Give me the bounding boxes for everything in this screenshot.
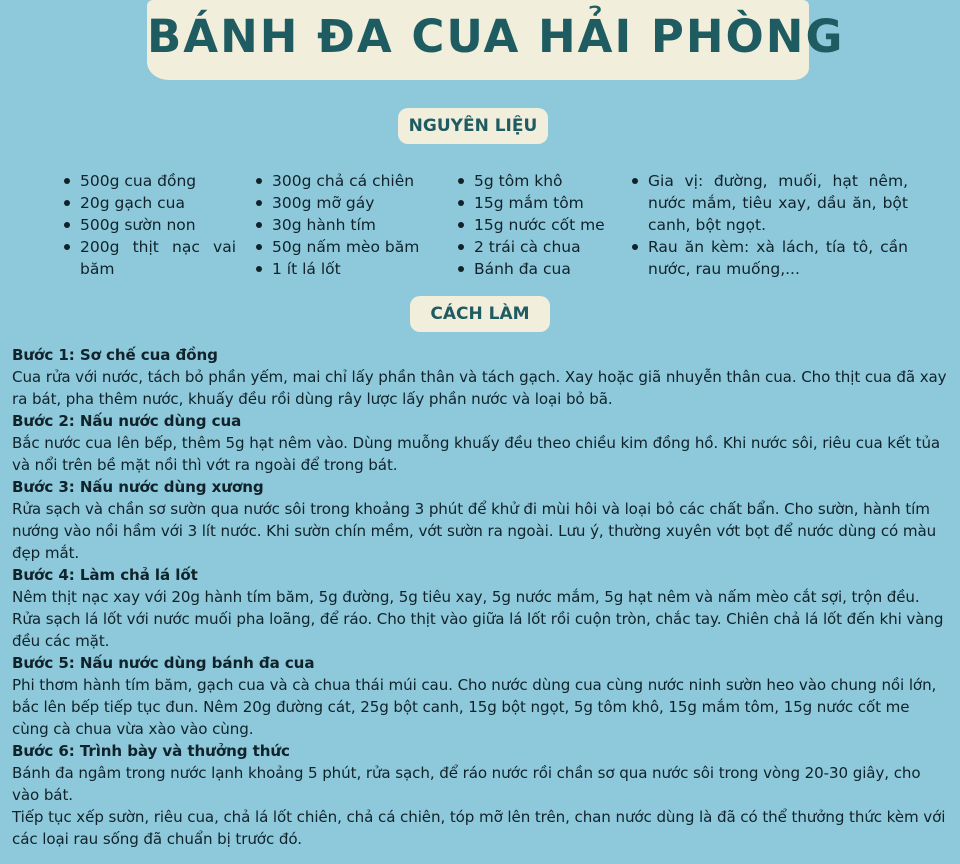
step-text: Bánh đa ngâm trong nước lạnh khoảng 5 phút, rửa sạch, để ráo nước rồi chần sơ qua nước sôi trong vòng 20-30 giây, cho vào bát. — [12, 764, 921, 804]
page-title: BÁNH ĐA CUA HẢI PHÒNG — [147, 10, 845, 63]
ingredients-column-4 — [630, 170, 908, 280]
ingredient-item: 5g tôm khô — [456, 170, 616, 192]
step-title: Bước 3: Nấu nước dùng xương — [12, 478, 264, 496]
step-title: Bước 5: Nấu nước dùng bánh đa cua — [12, 654, 315, 672]
ingredient-item: 15g mắm tôm — [456, 192, 616, 214]
ingredients-column-2 — [254, 170, 434, 280]
title-banner — [147, 0, 845, 80]
ingredient-item: 500g cua đồng — [62, 170, 236, 192]
ingredient-item: 20g gạch cua — [62, 192, 236, 214]
ingredient-item: Rau ăn kèm: xà lách, tía tô, cần nước, rau muống,... — [630, 236, 908, 280]
step-text: Cua rửa với nước, tách bỏ phần yếm, mai chỉ lấy phần thân và tách gạch. Xay hoặc giã nhuyễn thân cua. Cho thịt cua đã xay ra bát, pha thêm nước, khuấy đều rồi dùng rây lược lấy phần nước và loại bỏ bã. — [12, 368, 947, 408]
step-title: Bước 1: Sơ chế cua đồng — [12, 346, 218, 364]
ingredient-item: 15g nước cốt me — [456, 214, 616, 236]
step-title: Bước 4: Làm chả lá lốt — [12, 566, 198, 584]
method-steps — [12, 344, 948, 850]
ingredient-item: 2 trái cà chua — [456, 236, 616, 258]
ingredients-column-3 — [456, 170, 616, 280]
ingredient-item: 300g mỡ gáy — [254, 192, 434, 214]
step-text: Nêm thịt nạc xay với 20g hành tím băm, 5g đường, 5g tiêu xay, 5g nước mắm, 5g hạt nêm và nấm mèo cắt sợi, trộn đều. Rửa sạch lá lốt với nước muối pha loãng, để ráo. Cho thịt vào giữa lá lốt rồi cuộn tròn, chắc tay. Chiên chả lá lốt đến khi vàng đều các mặt. — [12, 588, 944, 650]
ingredient-item: 500g sườn non — [62, 214, 236, 236]
step-text: Bắc nước cua lên bếp, thêm 5g hạt nêm vào. Dùng muỗng khuấy đều theo chiều kim đồng hồ. Khi nước sôi, riêu cua kết tủa và nổi trên bề mặt nồi thì vớt ra ngoài để trong bát. — [12, 434, 941, 474]
ingredients-heading: NGUYÊN LIỆU — [398, 108, 548, 144]
ingredient-item: Bánh đa cua — [456, 258, 616, 280]
step-text: Tiếp tục xếp sườn, riêu cua, chả lá lốt chiên, chả cá chiên, tóp mỡ lên trên, chan nước dùng là đã có thể thưởng thức kèm với các loại rau sống đã chuẩn bị trước đó. — [12, 808, 946, 848]
ingredients-column-1 — [62, 170, 236, 280]
ingredient-item: 300g chả cá chiên — [254, 170, 434, 192]
step-title: Bước 6: Trình bày và thưởng thức — [12, 742, 290, 760]
method-heading: CÁCH LÀM — [410, 296, 550, 332]
ingredient-item: 50g nấm mèo băm — [254, 236, 434, 258]
ingredient-item: 1 ít lá lốt — [254, 258, 434, 280]
step-text: Rửa sạch và chần sơ sườn qua nước sôi trong khoảng 3 phút để khử đi mùi hôi và loại bỏ các chất bẩn. Cho sườn, hành tím nướng vào nồi hầm với 3 lít nước. Khi sườn chín mềm, vớt sườn ra ngoài. Lưu ý, thường xuyên vớt bọt để nước dùng có màu đẹp mắt. — [12, 500, 937, 562]
step-text: Phi thơm hành tím băm, gạch cua và cà chua thái múi cau. Cho nước dùng cua cùng nước ninh sườn heo vào chung nồi lớn, bắc lên bếp tiếp tục đun. Nêm 20g đường cát, 25g bột canh, 15g bột ngọt, 5g tôm khô, 15g mắm tôm, 15g nước cốt me cùng cà chua vừa xào vào cùng. — [12, 676, 937, 738]
ingredient-item: 30g hành tím — [254, 214, 434, 236]
step-title: Bước 2: Nấu nước dùng cua — [12, 412, 242, 430]
ingredient-item: 200g thịt nạc vai băm — [62, 236, 236, 280]
ingredient-item: Gia vị: đường, muối, hạt nêm, nước mắm, tiêu xay, dầu ăn, bột canh, bột ngọt. — [630, 170, 908, 236]
